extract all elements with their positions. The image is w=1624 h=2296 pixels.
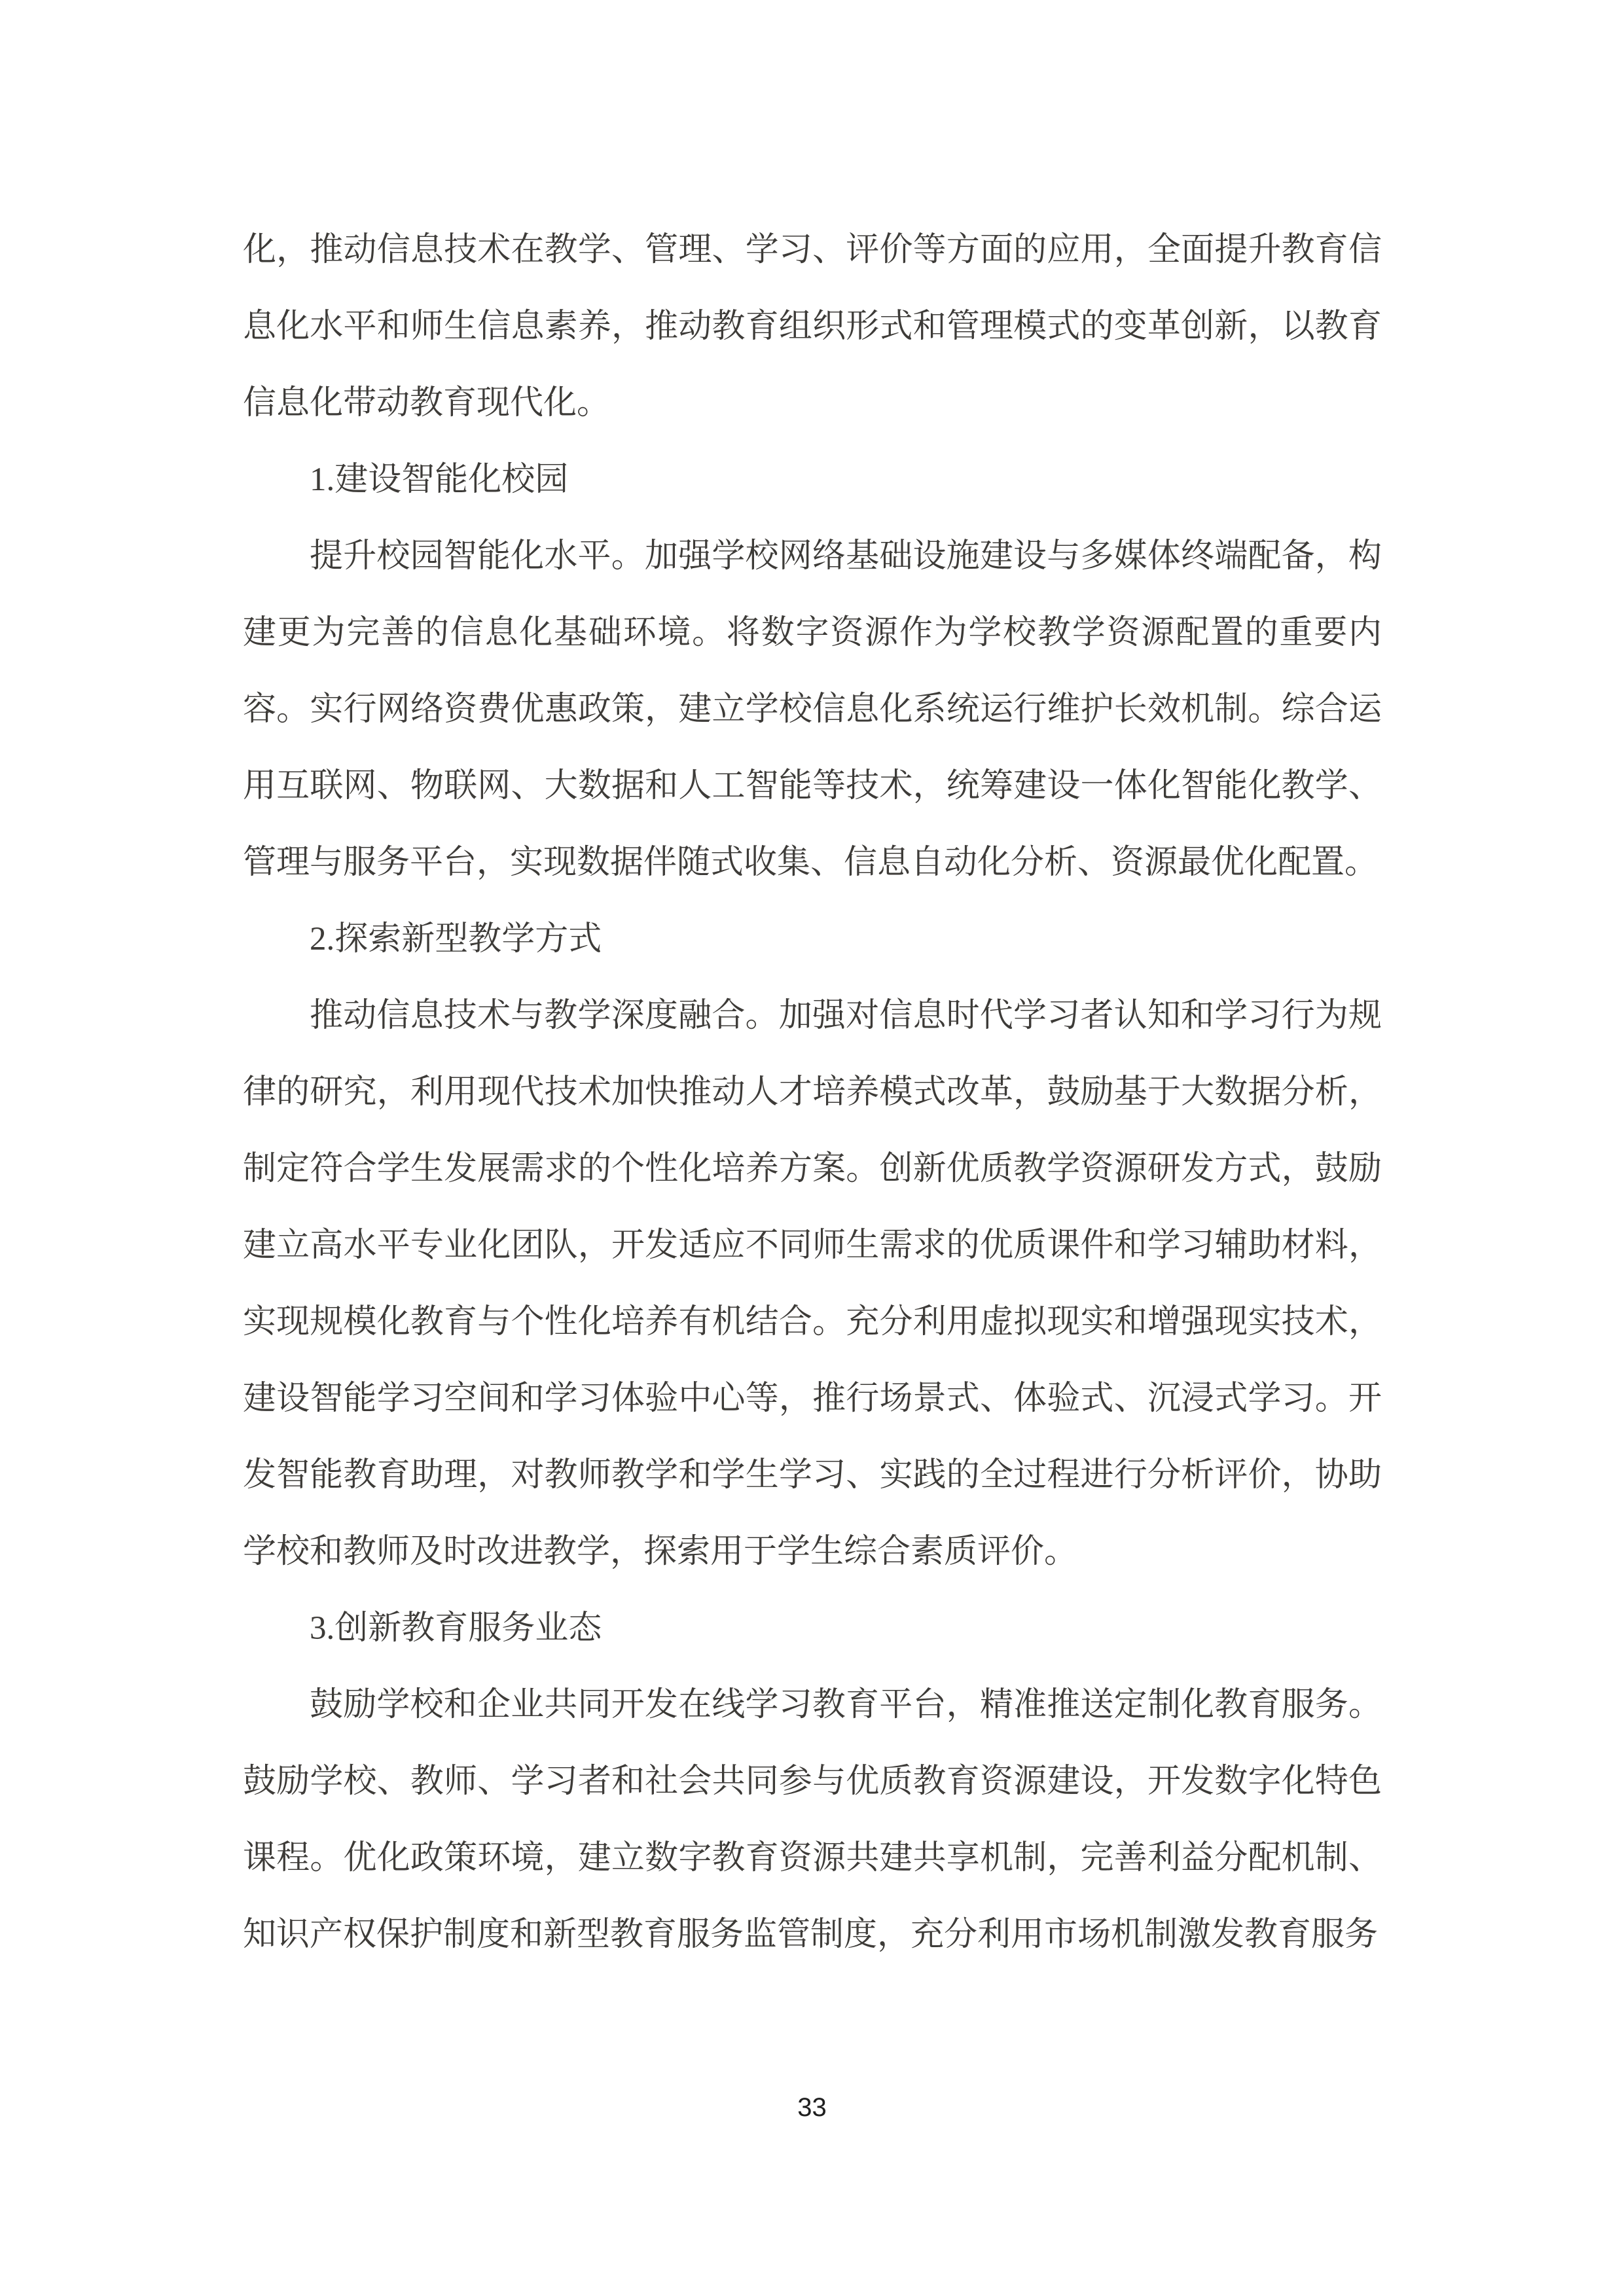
text-line: 容。实行网络资费优惠政策，建立学校信息化系统运行维护长效机制。综合运 bbox=[243, 691, 1382, 728]
text-line: 课程。优化政策环境，建立数字教育资源共建共享机制，完善利益分配机制、 bbox=[243, 1840, 1382, 1876]
text-line: 鼓励学校、教师、学习者和社会共同参与优质教育资源建设，开发数字化特色 bbox=[243, 1763, 1382, 1800]
page-number: 33 bbox=[797, 2093, 827, 2122]
text-line: 息化水平和师生信息素养，推动教育组织形式和管理模式的变革创新，以教育 bbox=[243, 308, 1382, 345]
text-line: 用互联网、物联网、大数据和人工智能等技术，统筹建设一体化智能化教学、 bbox=[243, 768, 1382, 804]
text-line: 推动信息技术与教学深度融合。加强对信息时代学习者认知和学习行为规 bbox=[310, 997, 1382, 1034]
text-line: 知识产权保护制度和新型教育服务监管制度，充分利用市场机制激发教育服务 bbox=[243, 1916, 1379, 1953]
heading-line: 2.探索新型教学方式 bbox=[310, 921, 602, 958]
text-line: 实现规模化教育与个性化培养有机结合。充分利用虚拟现实和增强现实技术， bbox=[243, 1304, 1382, 1340]
text-line: 信息化带动教育现代化。 bbox=[243, 385, 611, 422]
text-line: 管理与服务平台，实现数据伴随式收集、信息自动化分析、资源最优化配置。 bbox=[243, 844, 1379, 881]
heading-line: 3.创新教育服务业态 bbox=[310, 1610, 602, 1647]
document-body bbox=[243, 212, 1382, 1973]
text-line: 发智能教育助理，对教师教学和学生学习、实践的全过程进行分析评价，协助 bbox=[243, 1457, 1382, 1494]
text-line: 学校和教师及时改进教学，探索用于学生综合素质评价。 bbox=[243, 1534, 1078, 1570]
text-line: 律的研究，利用现代技术加快推动人才培养模式改革，鼓励基于大数据分析， bbox=[243, 1074, 1382, 1111]
text-line: 制定符合学生发展需求的个性化培养方案。创新优质教学资源研发方式，鼓励 bbox=[243, 1151, 1382, 1187]
text-line: 化，推动信息技术在教学、管理、学习、评价等方面的应用，全面提升教育信 bbox=[243, 232, 1382, 268]
text-line: 建立高水平专业化团队，开发适应不同师生需求的优质课件和学习辅助材料， bbox=[243, 1227, 1382, 1264]
text-line: 提升校园智能化水平。加强学校网络基础设施建设与多媒体终端配备，构 bbox=[310, 538, 1382, 575]
heading-line: 1.建设智能化校园 bbox=[310, 461, 569, 498]
text-line: 建更为完善的信息化基础环境。将数字资源作为学校教学资源配置的重要内 bbox=[243, 615, 1382, 651]
text-line: 建设智能学习空间和学习体验中心等，推行场景式、体验式、沉浸式学习。开 bbox=[243, 1380, 1382, 1417]
text-line: 鼓励学校和企业共同开发在线学习教育平台，精准推送定制化教育服务。 bbox=[310, 1687, 1382, 1723]
